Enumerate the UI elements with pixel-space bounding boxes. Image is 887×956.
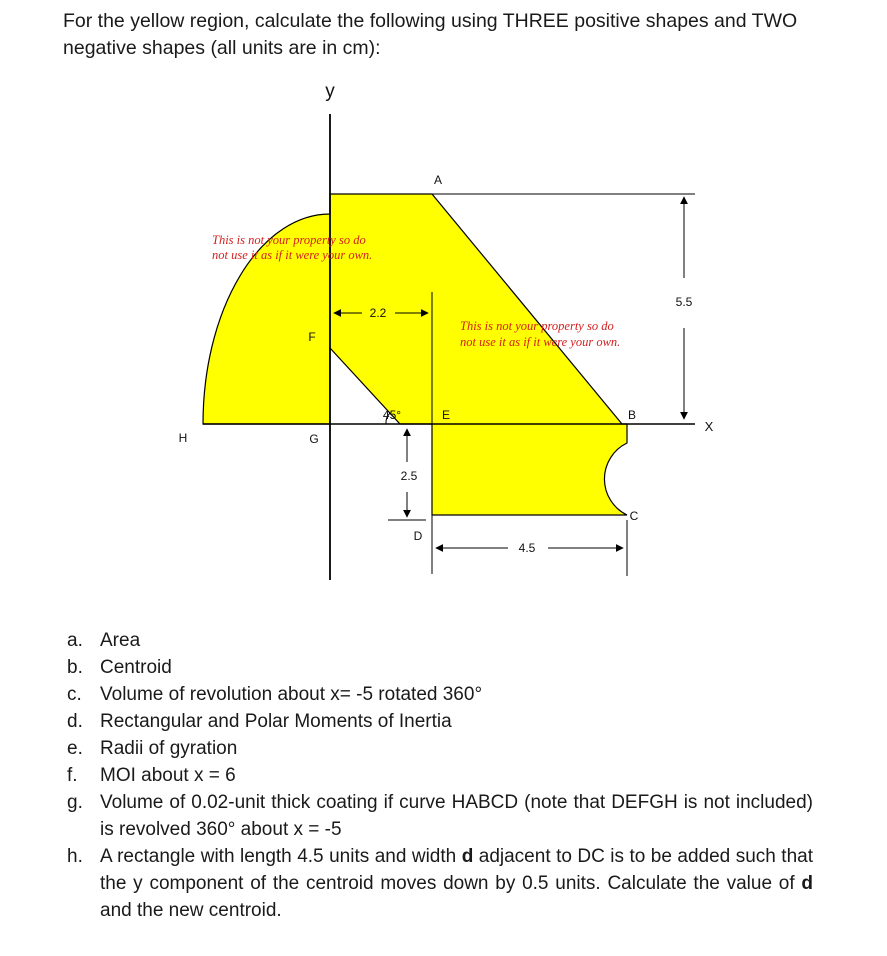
dim-5-5-label: 5.5 (675, 295, 693, 309)
x-axis-label: X (704, 419, 714, 434)
point-g-label: G (309, 432, 319, 446)
variable-d: d (461, 846, 474, 867)
question-text: Centroid (100, 657, 172, 678)
question-text (100, 843, 813, 924)
dim-2-2-label: 2.2 (369, 306, 387, 320)
watermark-1-line2: not use it as if it were your own. (212, 248, 373, 262)
question-marker: c. (67, 684, 82, 705)
question-text: Rectangular and Polar Moments of Inertia (100, 711, 452, 732)
point-c-label: C (629, 509, 639, 523)
dim-2-5-label: 2.5 (400, 469, 418, 483)
watermark-1-line1: This is not your property so do (212, 233, 366, 247)
question-marker: d. (67, 711, 83, 732)
question-marker: a. (67, 630, 83, 651)
question-text: Volume of 0.02-unit thick coating if curve HABCD (note that DEFGH is not included) is revolved 360° about x = -5 (100, 792, 813, 840)
point-d-label: D (413, 529, 423, 543)
watermark-2-line1: This is not your property so do (460, 319, 614, 333)
point-f-label: F (308, 330, 316, 344)
question-item (63, 762, 813, 789)
question-item (63, 708, 813, 735)
angle-label: 45° (382, 408, 402, 422)
question-text: MOI about x = 6 (100, 765, 236, 786)
question-marker: h. (67, 846, 83, 867)
dim-4-5-label: 4.5 (518, 541, 536, 555)
question-item (63, 654, 813, 681)
question-text-part: and the new centroid. (100, 900, 282, 921)
watermark-2-line2: not use it as if it were your own. (460, 335, 621, 349)
question-item (63, 735, 813, 762)
point-e-label: E (441, 408, 451, 422)
question-item (63, 843, 813, 924)
question-text-part: adjacent to DC is to be added such that the y component of the centroid moves down by 0.5 units. Calculate the value of (100, 846, 813, 894)
y-axis-label: y (325, 81, 335, 102)
question-list (63, 627, 813, 924)
question-text: Area (100, 630, 141, 651)
question-text: Radii of gyration (100, 738, 238, 759)
variable-d: d (801, 873, 813, 894)
point-b-label: B (627, 408, 637, 422)
question-marker: f. (67, 765, 78, 786)
problem-intro: For the yellow region, calculate the following using THREE positive shapes and TWO negative shapes (all units are in cm): (63, 10, 798, 59)
point-a-label: A (433, 173, 443, 187)
question-text: Volume of revolution about x= -5 rotated 360° (100, 684, 483, 705)
point-h-label: H (178, 431, 188, 445)
question-marker: b. (67, 657, 83, 678)
question-item (63, 789, 813, 843)
question-item (63, 627, 813, 654)
question-marker: g. (67, 792, 83, 813)
question-text-part: A rectangle with length 4.5 units and width (100, 846, 462, 867)
question-item (63, 681, 813, 708)
question-marker: e. (67, 738, 83, 759)
